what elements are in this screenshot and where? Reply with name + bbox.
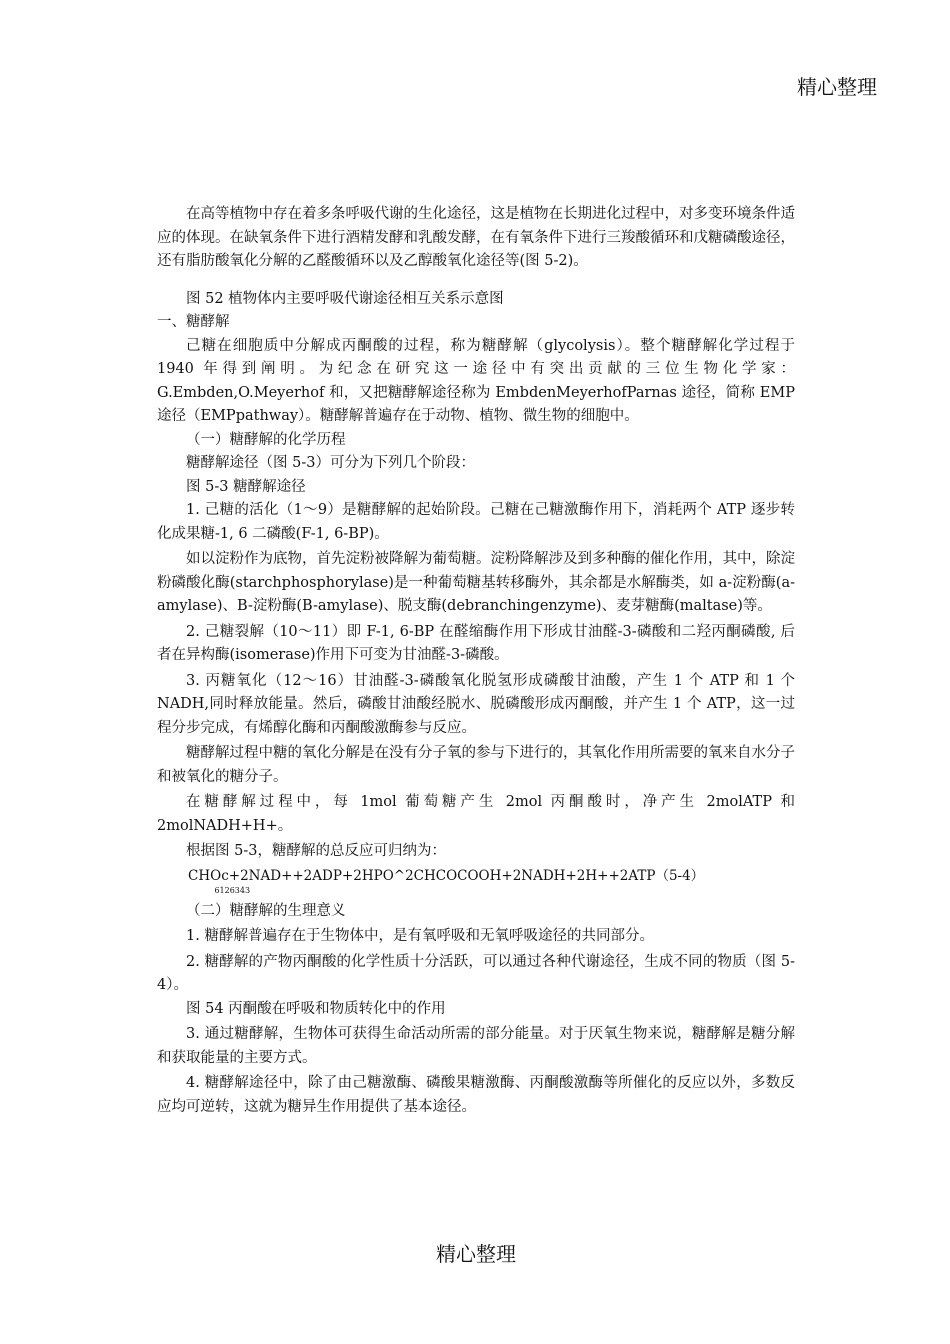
significance-2-paragraph: 2. 糖酵解的产物丙酮酸的化学性质十分活跃，可以通过各种代谢途径，生成不同的物质（图 5-4）。 [157, 953, 795, 993]
footer-title: 精心整理 [436, 1242, 516, 1266]
section-heading-glycolysis: 一、糖酵解 [157, 314, 230, 330]
document-body [157, 203, 795, 1119]
starch-paragraph: 如以淀粉作为底物，首先淀粉被降解为葡萄糖。淀粉降解涉及到多种酶的催化作用，其中，除淀粉磷酸化酶(starchphosphorylase)是一种葡萄糖基转移酶外，其余都是水解酶类，如 a-淀粉酶(a-amylase)、B-淀粉酶(B-amylase)、脱支酶(debranchingenzyme)、麦芽糖酶(maltase)等。 [157, 551, 795, 614]
oxygen-paragraph: 糖酵解过程中糖的氧化分解是在没有分子氧的参与下进行的，其氧化作用所需要的氧来自水分子和被氧化的糖分子。 [157, 745, 795, 785]
overall-reaction-intro: 根据图 5-3，糖酵解的总反应可归纳为： [186, 843, 446, 859]
stages-paragraph: 糖酵解途径（图 5-3）可分为下列几个阶段： [186, 455, 475, 471]
glycolysis-definition-paragraph: 己糖在细胞质中分解成丙酮酸的过程，称为糖酵解（glycolysis）。整个糖酵解化学过程于 1940 年得到阐明。为纪念在研究这一途径中有突出贡献的三位生物化学家：G.Embden,O.Meyerhof 和，又把糖酵解途径称为 EmbdenMeyerhofParnas 途径，简称 EMP 途径（EMPpathway）。糖酵解普遍存在于动物、植物、微生物的细胞中。 [157, 337, 795, 424]
significance-1-paragraph: 1. 糖酵解普遍存在于生物体中，是有氧呼吸和无氧呼吸途径的共同部分。 [186, 928, 654, 944]
formula-subscripts: 6126343 [214, 885, 251, 895]
step-2-paragraph: 2. 己糖裂解（10～11）即 F-1, 6-BP 在醛缩酶作用下形成甘油醛-3-磷酸和二羟丙酮磷酸, 后者在异构酶(isomerase)作用下可变为甘油醛-3-磷酸。 [157, 623, 795, 663]
step-3-paragraph: 3. 丙糖氧化（12～16）甘油醛-3-磷酸氧化脱氢形成磷酸甘油酸，产生 1 个 ATP 和 1 个 NADH,同时释放能量。然后，磷酸甘油酸经脱水、脱磷酸形成丙酮酸，并产生 1 个 ATP，这一过程分步完成，有烯醇化酶和丙酮酸激酶参与反应。 [157, 672, 795, 736]
figure-5-4-caption: 图 54 丙酮酸在呼吸和物质转化中的作用 [186, 1000, 446, 1017]
subsection-physiological-significance: （二）糖酵解的生理意义 [186, 902, 346, 919]
significance-3-paragraph: 3. 通过糖酵解，生物体可获得生命活动所需的部分能量。对于厌氧生物来说，糖酵解是糖分解和获取能量的主要方式。 [157, 1026, 795, 1066]
figure-5-2-caption: 图 52 植物体内主要呼吸代谢途径相互关系示意图 [186, 290, 504, 307]
formula-text: CHOc+2NAD++2ADP+2HPO^2CHCOCOOH+2NADH+2H++2ATP（5-4） [188, 867, 705, 884]
intro-paragraph: 在高等植物中存在着多条呼吸代谢的生化途径，这是植物在长期进化过程中，对多变环境条件适应的体现。在缺氧条件下进行酒精发酵和乳酸发酵，在有氧条件下进行三羧酸循环和戊糖磷酸途径，还有脂肪酸氧化分解的乙醛酸循环以及乙醇酸氧化途径等(图 5-2)。 [157, 206, 795, 269]
figure-5-3-caption: 图 5-3 糖酵解途径 [186, 478, 306, 495]
header-title: 精心整理 [797, 75, 877, 99]
subsection-chemical-process: （一）糖酵解的化学历程 [186, 431, 346, 448]
significance-4-paragraph: 4. 糖酵解途径中，除了由己糖激酶、磷酸果糖激酶、丙酮酸激酶等所催化的反应以外，多数反应均可逆转，这就为糖异生作用提供了基本途径。 [157, 1075, 795, 1115]
step-1-paragraph: 1. 己糖的活化（1～9）是糖酵解的起始阶段。己糖在己糖激酶作用下，消耗两个 ATP 逐步转化成果糖-1, 6 二磷酸(F-1, 6-BP)。 [157, 502, 795, 542]
net-yield-paragraph: 在糖酵解过程中，每 1mol 葡萄糖产生 2mol 丙酮酸时，净产生 2molATP 和 2molNADH+H+。 [157, 794, 795, 834]
overall-reaction-formula [157, 866, 795, 896]
